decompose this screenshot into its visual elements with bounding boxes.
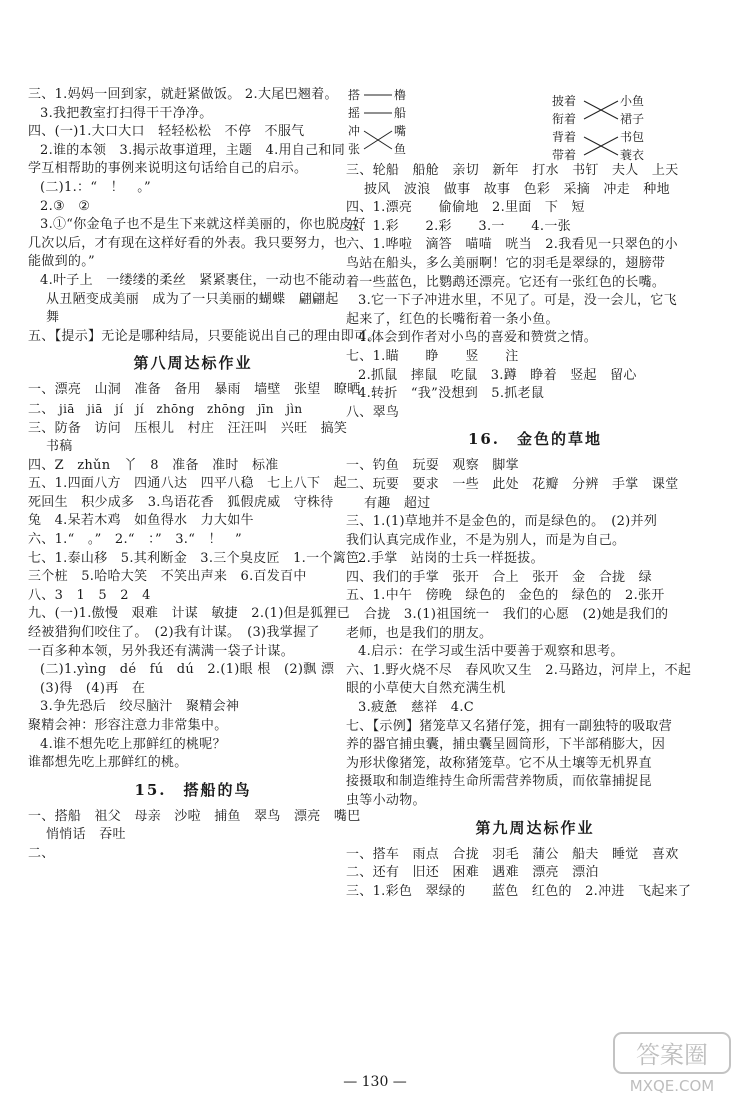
answer-line: 四、(一)1.大口大口 轻轻松松 不停 不服气 bbox=[28, 124, 305, 140]
answer-line: 三个桩 5.哈哈大笑 不笑出声来 6.百发百中 bbox=[28, 569, 307, 585]
watermark-text: 答案圈 bbox=[636, 1041, 708, 1069]
answer-line: 3.争先恐后 绞尽脑汁 聚精会神 bbox=[40, 699, 240, 715]
match-word: 鱼 bbox=[394, 142, 407, 156]
answer-line: 五、【提示】无论是哪种结局，只要能说出自己的理由即可。 bbox=[28, 328, 381, 344]
match-word: 背着 bbox=[552, 130, 577, 144]
right-column bbox=[346, 86, 724, 901]
answer-line: 接摄取和制造维持生命所需营养物质，而依靠捕捉昆 bbox=[346, 774, 652, 790]
watermark-logo bbox=[612, 1029, 732, 1097]
watermark-url: MXQE.COM bbox=[629, 1077, 715, 1095]
answer-line: 4.转折 “我”没想到 5.抓老鼠 bbox=[358, 386, 545, 402]
answer-line: 七、1.泰山移 5.其利断金 3.三个臭皮匠 1.一个篱笆 bbox=[28, 550, 360, 566]
pinyin-item: jìn bbox=[286, 401, 303, 416]
answer-line: 着一些蓝色，比鹦鹉还漂亮。它还有一张红色的长嘴。 bbox=[346, 274, 666, 290]
answer-line: 六、1.“ 。” 2.“ ：” 3.“ ！ ” bbox=[28, 532, 242, 548]
match-word: 摇 bbox=[348, 106, 361, 120]
answer-line: 2.手掌 站岗的士兵一样挺拔。 bbox=[358, 551, 544, 567]
answer-line: 七、【示例】猪笼草又名猪仔笼，拥有一副独特的吸取营 bbox=[346, 718, 673, 734]
answer-line: 一、钓鱼 玩耍 观察 脚掌 bbox=[346, 458, 519, 474]
answer-line: 眼的小草使大自然充满生机 bbox=[346, 681, 506, 697]
answer-line: 五、1.彩 2.彩 3.一 4.一张 bbox=[346, 218, 571, 234]
answer-line: 虫等小动物。 bbox=[346, 793, 426, 808]
pinyin-line bbox=[28, 400, 358, 420]
section-title-lesson15: 15. 搭船的鸟 bbox=[134, 780, 252, 799]
answer-line: 4.谁不想先吃上那鲜红的桃呢？ bbox=[40, 736, 226, 752]
match-word: 搭 bbox=[348, 88, 361, 102]
section-title-lesson16: 16. 金色的草地 bbox=[467, 430, 603, 449]
answer-line: 一百多种本领，另外我还有满满一袋子计谋。 bbox=[28, 643, 295, 659]
answer-line: 舞 bbox=[46, 310, 60, 326]
answer-line: 二、 bbox=[28, 845, 55, 861]
answer-line: 养的器官捕虫囊，捕虫囊呈圆筒形，下半部稍膨大，因 bbox=[346, 737, 666, 753]
pinyin-item: zhōng bbox=[156, 401, 195, 416]
answer-line: 三、轮船 船舱 亲切 新年 打水 书钉 夫人 上天 bbox=[346, 163, 679, 178]
match-word: 冲 bbox=[348, 124, 361, 138]
answer-line: 五、1.中午 傍晚 绿色的 金色的 绿色的 2.张开 bbox=[346, 588, 665, 604]
section-title-week8: 第八周达标作业 bbox=[133, 354, 253, 373]
answer-line: 二、玩要 要求 一些 此处 花瓣 分辨 手掌 课堂 bbox=[346, 476, 679, 492]
answer-line: 四、1.漂亮 偷偷地 2.里面 下 短 bbox=[346, 200, 585, 216]
answer-line: 披风 波浪 做事 故事 色彩 采摘 冲走 种地 bbox=[364, 181, 670, 197]
answer-line: 2.抓鼠 摔鼠 吃鼠 3.蹲 睁着 竖起 留心 bbox=[358, 367, 637, 383]
answer-line: 为形状像猪笼，故称猪笼草。它不从土壤等无机界直 bbox=[346, 755, 652, 771]
answer-line: 八、翠鸟 bbox=[346, 404, 400, 420]
pinyin-item: jí bbox=[135, 401, 144, 416]
answer-line: 三、1.(1)草地并不是金色的，而是绿色的。 (2)并列 bbox=[346, 514, 658, 530]
answer-line: 三、1.彩色 翠绿的 蓝色 红色的 2.冲进 飞起来了 bbox=[346, 883, 692, 899]
answer-line: 有趣 超过 bbox=[364, 495, 431, 511]
answer-line: 4.启示：在学习或生活中要善于观察和思考。 bbox=[358, 644, 624, 660]
match-word: 蓑衣 bbox=[620, 148, 645, 162]
match-word: 裙子 bbox=[620, 112, 645, 126]
answer-line: 七、1.瞄 睁 竖 注 bbox=[346, 348, 519, 364]
answer-line: (3)得 (4)再 在 bbox=[40, 680, 146, 696]
match-word: 衔着 bbox=[552, 112, 577, 126]
match-word: 张 bbox=[348, 142, 361, 156]
answer-line: 三、1.妈妈一回到家，就赶紧做饭。 2.大尾巴翘着。 bbox=[28, 87, 338, 102]
answer-line: 五、1.四面八方 四通八达 四平八稳 七上八下 起 bbox=[28, 476, 347, 492]
answer-line: 2.谁的本领 3.揭示故事道理，主题 4.用自己和同 bbox=[40, 142, 346, 158]
answer-line: 4.体会到作者对小鸟的喜爱和赞赏之情。 bbox=[358, 330, 598, 346]
answer-line: 聚精会神：形容注意力非常集中。 bbox=[28, 718, 228, 733]
answer-line: 从丑陋变成美丽 成为了一只美丽的蝴蝶 翩翩起 bbox=[46, 291, 339, 307]
answer-line: 二、还有 旧还 困难 遇难 漂亮 漂泊 bbox=[346, 865, 599, 881]
match-lines-right bbox=[582, 86, 620, 162]
answer-line: 一、漂亮 山洞 准备 备用 暴雨 墙壁 张望 瞭晒 bbox=[28, 382, 361, 398]
section-title-week9: 第九周达标作业 bbox=[475, 818, 595, 837]
word-matching bbox=[346, 86, 724, 162]
answer-line: 起来了，红色的长嘴衔着一条小鱼。 bbox=[346, 311, 559, 327]
answer-line: 四、我们的手掌 张开 合上 张开 金 合拢 绿 bbox=[346, 569, 652, 585]
answer-line: 六、1.野火烧不尽 春风吹又生 2.马路边，河岸上，不起 bbox=[346, 662, 692, 678]
match-word: 嘴 bbox=[394, 124, 407, 138]
pinyin-prefix: 二、 bbox=[28, 401, 55, 417]
pinyin-item: jīn bbox=[257, 401, 274, 416]
match-word: 船 bbox=[394, 106, 407, 120]
answer-line: 合拢 3.(1)祖国统一 我们的心愿 (2)她是我们的 bbox=[364, 607, 669, 623]
answer-line: 3.它一下子冲进水里，不见了。可是，没一会儿，它飞 bbox=[358, 293, 677, 309]
answer-line: 3.疲惫 慈祥 4.C bbox=[358, 700, 475, 716]
answer-line: 九、(一)1.傲慢 艰难 计谋 敏捷 2.(1)但是狐狸已 bbox=[28, 606, 351, 622]
answer-line: 一、搭车 雨点 合拢 羽毛 蒲公 船夫 睡觉 喜欢 bbox=[346, 846, 679, 862]
answer-line: 鸟站在船头，多么美丽啊！它的羽毛是翠绿的，翅膀带 bbox=[346, 255, 666, 271]
match-word: 橹 bbox=[394, 88, 407, 102]
answer-line: 谁都想先吃上那鲜红的桃。 bbox=[28, 755, 188, 771]
pinyin-item: jiā bbox=[59, 401, 75, 416]
answer-line: 我们认真完成作业，不是为别人，而是为自己。 bbox=[346, 532, 626, 548]
page-number: — 130 — bbox=[343, 1074, 407, 1090]
answer-line: 书稿 bbox=[46, 439, 73, 455]
pinyin-item: jiā bbox=[87, 401, 103, 416]
answer-line: 四、Z zhǔn 丫 8 准备 准时 标准 bbox=[28, 457, 279, 473]
answer-line: 一、搭船 祖父 母亲 沙啦 捕鱼 翠鸟 漂亮 嘴巴 bbox=[28, 808, 361, 824]
answer-line: 六、1.哗啦 滴答 喵喵 咣当 2.我看见一只翠色的小 bbox=[346, 237, 678, 253]
match-word: 带着 bbox=[552, 148, 577, 162]
answer-line: 3.我把教室打扫得干干净净。 bbox=[40, 105, 213, 121]
answer-line: 学互相帮助的事例来说明这句话给自己的启示。 bbox=[28, 161, 308, 177]
match-word: 小鱼 bbox=[620, 94, 645, 108]
answer-line: 3.①“你金龟子也不是生下来就这样美丽的，你也脱皮好 bbox=[40, 217, 366, 233]
pinyin-item: jí bbox=[115, 401, 124, 416]
match-lines-left bbox=[362, 86, 394, 158]
answer-line: 2.③ ② bbox=[40, 198, 91, 214]
match-word: 书包 bbox=[620, 130, 645, 144]
answer-line: 悄悄话 吞吐 bbox=[46, 827, 126, 843]
answer-line: 三、防备 访问 压根儿 村庄 汪汪叫 兴旺 搞笑 bbox=[28, 420, 348, 436]
answer-line: 八、3 1 5 2 4 bbox=[28, 587, 151, 603]
answer-line: (二)1.yìng dé fú dú 2.(1)眼 根 (2)飘 漂 bbox=[40, 662, 335, 678]
match-word: 披着 bbox=[552, 94, 577, 108]
answer-line: (二)1.：“ ！ 。” bbox=[40, 179, 151, 195]
answer-line: 老师，也是我们的朋友。 bbox=[346, 625, 493, 641]
answer-line: 死回生 积少成多 3.鸟语花香 狐假虎威 守株待 bbox=[28, 494, 334, 510]
answer-line: 能做到的。” bbox=[28, 254, 95, 270]
pinyin-item: zhōng bbox=[207, 401, 246, 416]
answer-line: 兔 4.呆若木鸡 如鱼得水 力大如牛 bbox=[28, 513, 254, 529]
answer-line: 4.叶子上 一缕缕的柔丝 紧紧裹住，一动也不能动 bbox=[40, 272, 346, 288]
answer-line: 几次以后，才有现在这样好看的外表。我只要努力，也 bbox=[28, 235, 348, 251]
answer-line: 经被猎狗们咬住了。 (2)我有计谋。 (3)我掌握了 bbox=[28, 625, 320, 641]
